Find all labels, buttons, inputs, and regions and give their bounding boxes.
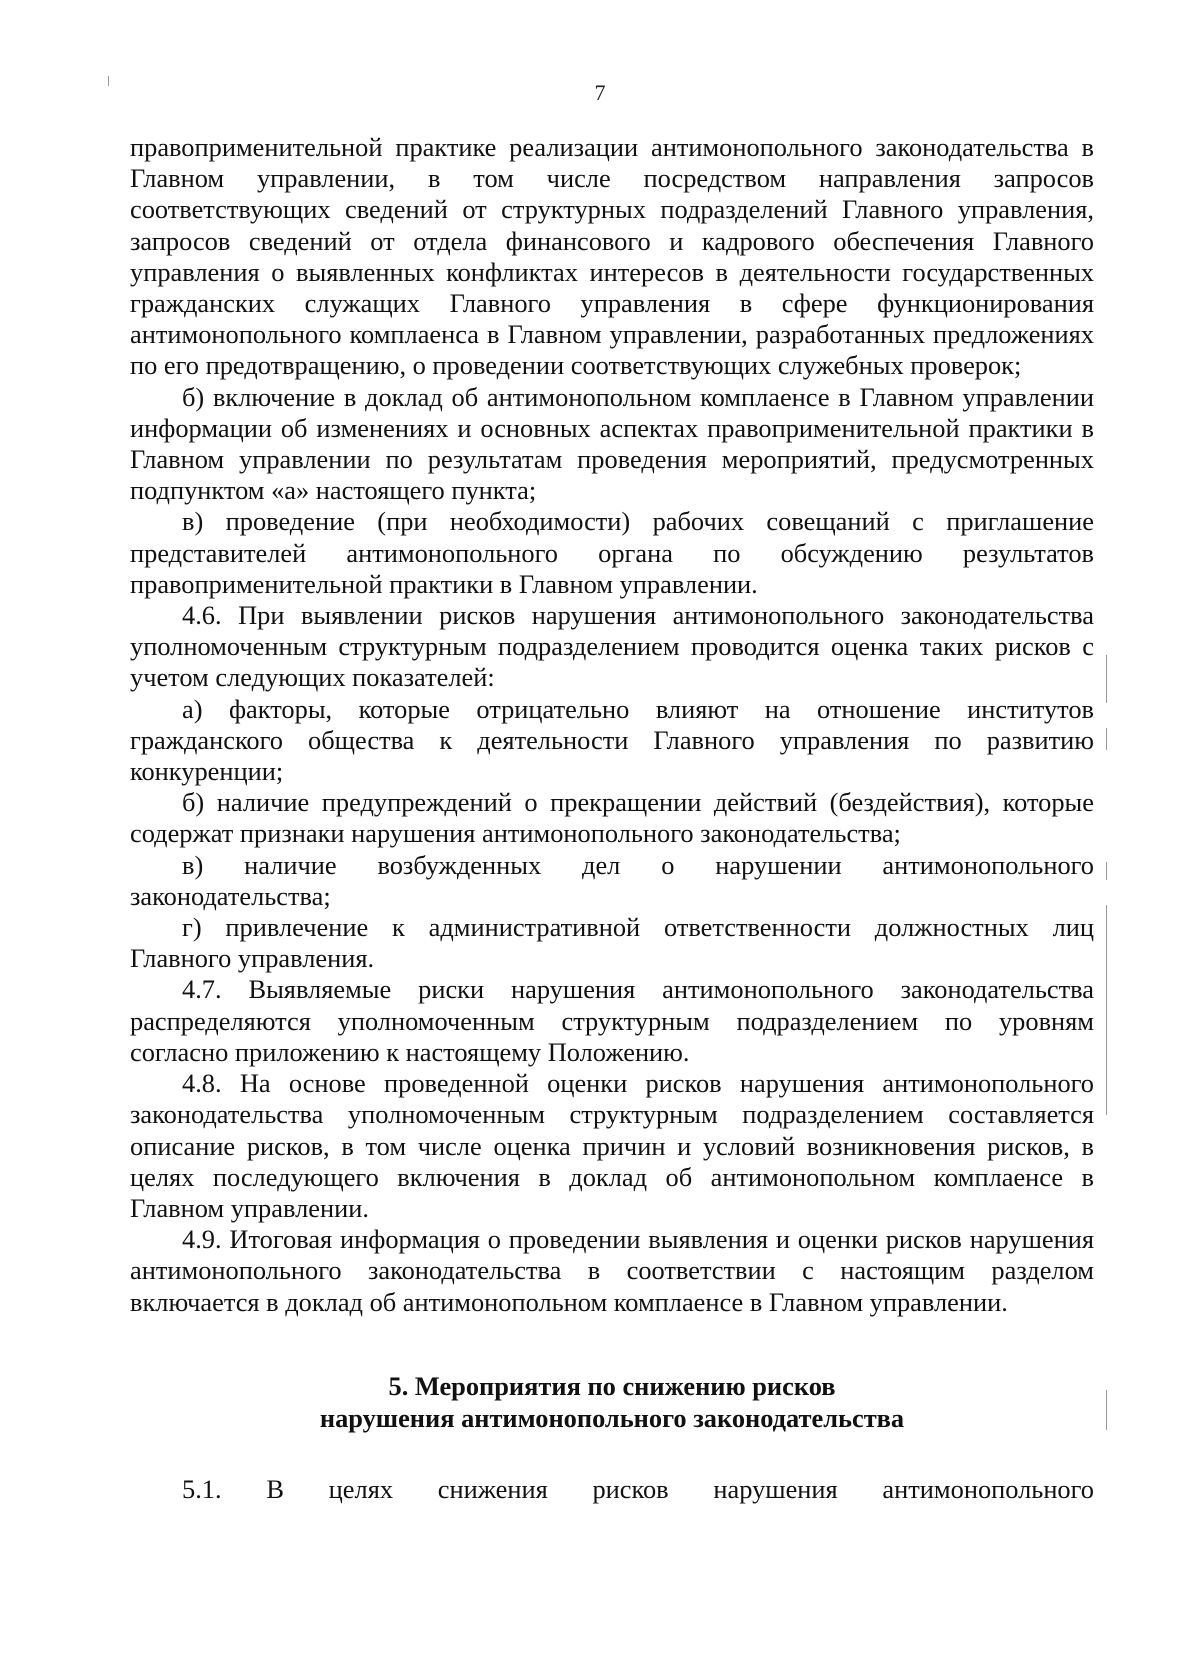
paragraph-factor-b: б) наличие предупреждений о прекращении действий (бездействия), которые содержат признаки нарушения антимонопольного законодательства; — [130, 787, 1094, 849]
paragraph-item-v: в) проведение (при необходимости) рабочих совещаний с приглашение представителей антимонопольного органа по обсуждению результатов правоприменительной практики в Главном управлении. — [130, 506, 1094, 599]
scan-artifact-line — [1106, 655, 1107, 703]
paragraph-factor-v: в) наличие возбужденных дел о нарушении антимонопольного законодательства; — [130, 849, 1094, 911]
section-heading-line-2: нарушения антимонопольного законодательства — [319, 1402, 905, 1433]
document-body — [130, 132, 1094, 1505]
paragraph-4-6: 4.6. При выявлении рисков нарушения антимонопольного законодательства уполномоченным структурным подразделением проводится оценка таких рисков с учетом следующих показателей: — [130, 600, 1094, 693]
paragraph-4-9: 4.9. Итоговая информация о проведении выявления и оценки рисков нарушения антимонопольного законодательства в соответствии с настоящим разделом включается в доклад об антимонопольном комплаенсе в Главном управлении. — [130, 1224, 1094, 1317]
section-heading — [130, 1370, 1094, 1434]
paragraph-item-b: б) включение в доклад об антимонопольном комплаенсе в Главном управлении информации об изменениях и основных аспектах правоприменительной практики в Главном управлении по результатам проведения мероприятий, предусмотренных подпунктом «а» настоящего пункта; — [130, 381, 1094, 506]
scan-artifact-line — [108, 76, 109, 86]
paragraph-4-8: 4.8. На основе проведенной оценки рисков нарушения антимонопольного законодательства уполномоченным структурным подразделением составляется описание рисков, в том числе оценка причин и условий возникновения рисков, в целях последующего включения в доклад об антимонопольном комплаенсе в Главном управлении. — [130, 1068, 1094, 1223]
paragraph-5-1: 5.1. В целях снижения рисков нарушения антимонопольного — [182, 1473, 1094, 1504]
section-heading-line-1: 5. Мероприятия по снижению рисков — [388, 1370, 836, 1401]
paragraph-factor-g: г) привлечение к административной ответственности должностных лиц Главного управления. — [130, 912, 1094, 974]
scan-artifact-line — [1106, 1390, 1107, 1430]
paragraph-factor-a: а) факторы, которые отрицательно влияют на отношение институтов гражданского общества к деятельности Главного управления по развитию конкуренции; — [130, 693, 1094, 787]
scan-artifact-line — [1106, 905, 1107, 1115]
paragraph-continuation: правоприменительной практике реализации антимонопольного законодательства в Главном управлении, в том числе посредством направления запросов соответствующих сведений от структурных подразделений Главного управления, запросов сведений от отдела финансового и кадрового обеспечения Главного управления о выявленных конфликтах интересов в деятельности государственных гражданских служащих Главного управления в сфере функционирования антимонопольного комплаенса в Главном управлении, разработанных предложениях по его предотвращению, о проведении соответствующих служебных проверок; — [130, 132, 1094, 381]
scan-artifact-line — [1106, 728, 1107, 750]
page-number: 7 — [594, 80, 606, 105]
paragraph-4-7: 4.7. Выявляемые риски нарушения антимонопольного законодательства распределяются уполномоченным структурным подразделением по уровням согласно приложению к настоящему Положению. — [130, 974, 1094, 1067]
scan-artifact-line — [1106, 862, 1107, 880]
